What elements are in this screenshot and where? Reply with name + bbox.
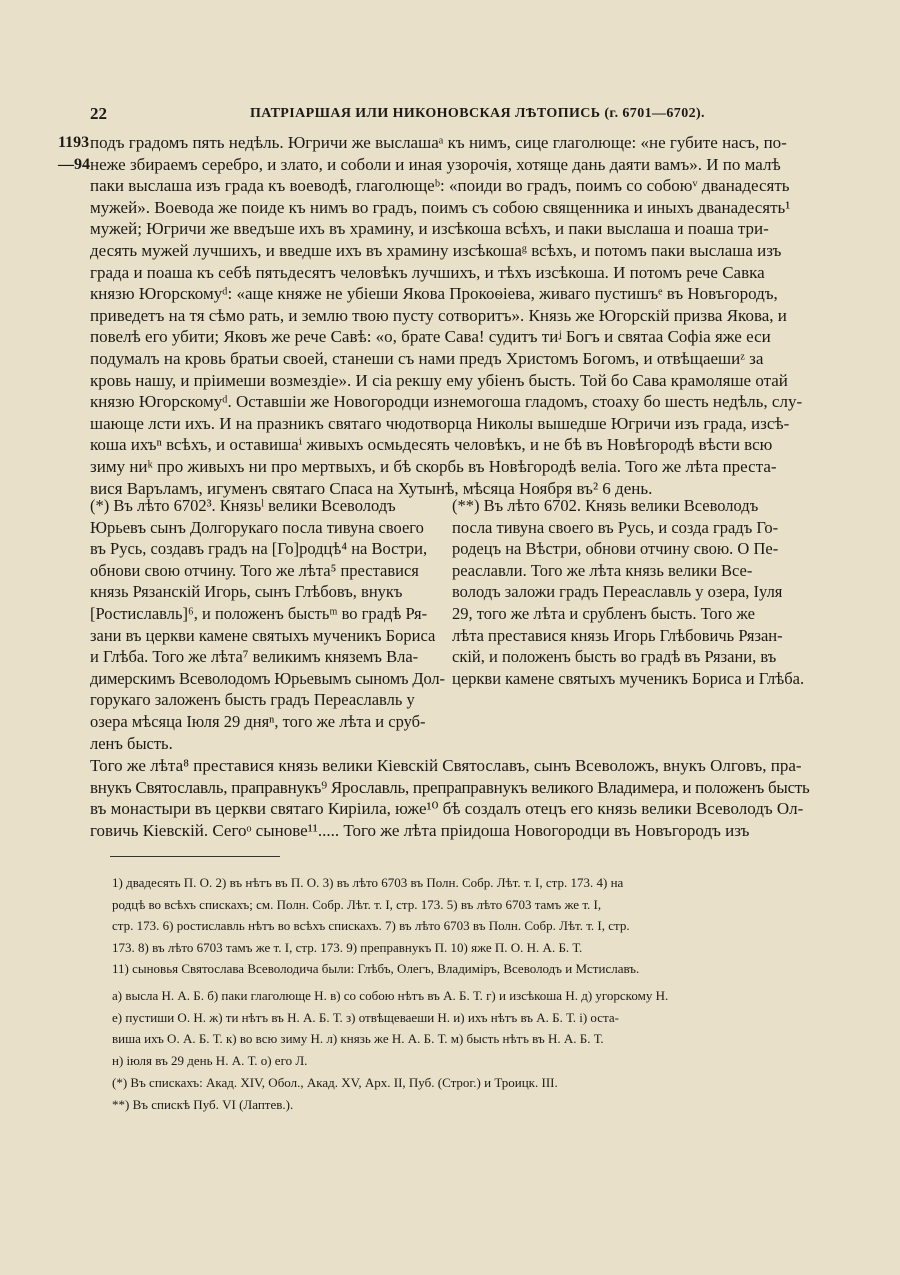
footnote-line: 1) двадесять П. О. 2) въ нѣтъ въ П. О. 3) въ лѣто 6703 въ Полн. Собр. Лѣт. т. I, стр. 173. 4) на xyxy=(112,875,624,890)
text-line: подъ градомъ пять недѣль. Югричи же выслашаᵃ къ нимъ, сице глаголюще: «не губите насъ, по- xyxy=(90,133,787,152)
text-line: Того же лѣта⁸ преставися князь велики Кіевскій Святославъ, сынъ Всеволожъ, внукъ Олговъ, пра- xyxy=(90,756,802,775)
footnote-line: а) высла Н. А. Б. б) паки глаголюще Н. в) со собою нѣтъ въ А. Б. Т. г) и изсѣкоша Н. д) угорскому Н. xyxy=(112,988,669,1003)
text-line: посла тивуна своего въ Русь, и созда градъ Го- xyxy=(452,517,779,537)
text-line: подумалъ на кровь братьи своей, станеши съ нами предъ Христомъ Богомъ, и отвѣщаешиᶻ за xyxy=(90,348,764,368)
page-header xyxy=(90,104,810,128)
text-line: 29, того же лѣта и срубленъ бысть. Того же xyxy=(452,603,755,623)
right-column xyxy=(452,495,810,689)
text-line: князь Рязанскій Игорь, сынъ Глѣбовъ, внукъ xyxy=(90,582,403,602)
footnote-line: родцѣ во всѣхъ спискахъ; см. Полн. Собр. Лѣт. т. I, стр. 173. 5) въ лѣто 6703 тамъ же т. I, xyxy=(112,896,602,912)
text-line: димерскимъ Всеволодомъ Юрьевымъ сыномъ Дол- xyxy=(90,668,445,688)
footnote-line: н) іюля въ 29 день Н. А. Т. о) его Л. xyxy=(112,1052,308,1068)
text-line: вися Варъламъ, игуменъ святаго Спаса на Хутынѣ, мѣсяца Ноября въ² 6 день. xyxy=(90,478,653,498)
text-line: володъ заложи градъ Переаславль у озера, Іуля xyxy=(452,582,783,602)
footnote-rule xyxy=(110,856,280,857)
running-head: ПАТРІАРШАЯ ИЛИ НИКОНОВСКАЯ ЛѢТОПИСЬ (г. 6701—6702). xyxy=(250,106,705,121)
text-line: церкви камене святыхъ мученикъ Бориса и Глѣба. xyxy=(452,668,805,688)
footnote-line: 173. 8) въ лѣто 6703 тамъ же т. I, стр. 173. 9) преправнукъ П. 10) яже П. О. Н. А. Б. Т. xyxy=(112,939,583,955)
text-line: повелѣ его убити; Яковъ же рече Савѣ: «о, брате Сава! судитъ тиᶨ Богъ и святаа Софіа яже еси xyxy=(90,327,771,347)
text-line: мужей; Югричи же введъше ихъ въ храмину, и изсѣкоша всѣхъ, и паки выслаша и поаша три- xyxy=(90,219,769,239)
footnote-line: виша ихъ О. А. Б. Т. к) во всю зиму Н. л) князь же Н. А. Б. Т. м) бысть нѣтъ въ Н. А. Б. Т. xyxy=(112,1031,604,1046)
text-line: князю Югорскомуᵈ. Оставшіи же Новогородци изнемогоша гладомъ, стоаху бо шесть недѣль, слу- xyxy=(90,392,803,412)
footnote-line: (*) Въ спискахъ: Акад. XIV, Обол., Акад. XV, Арх. II, Пуб. (Строг.) и Троицк. III. xyxy=(112,1075,558,1090)
text-line: Юрьевъ сынъ Долгорукаго посла тивуна своего xyxy=(90,517,424,537)
text-line: горукаго заложенъ бысть градъ Переаславль у xyxy=(90,690,415,710)
text-line: десять мужей лучшихъ, и введше ихъ въ храмину изсѣкошаᵍ всѣхъ, и потомъ паки выслаша изъ xyxy=(90,240,782,260)
margin-year: 1193 xyxy=(58,134,90,151)
footnotes-asterisk xyxy=(112,1072,812,1115)
text-line: града и поаша къ себѣ пятьдесятъ человѣкъ лучшихъ, и тѣхъ изсѣкоша. И потомъ рече Савка xyxy=(90,262,765,282)
text-line: въ монастыри въ церкви святаго Кирiила, юже¹⁰ бѣ создалъ отецъ его князь велики Всеволодъ Ол- xyxy=(90,799,804,819)
footnotes-lettered xyxy=(112,985,812,1071)
text-line: кровь нашу, и пріимеши возмездіе». И сіа рекшу ему убіенъ бысть. Той бо Сава крамоляше отай xyxy=(90,370,788,390)
main-text xyxy=(90,132,810,499)
footnote-line: стр. 173. 6) ростиславль нѣтъ во всѣхъ спискахъ. 7) въ лѣто 6703 въ Полн. Собр. Лѣт. т. I, стр. xyxy=(112,918,630,933)
footnote-line: **) Въ спискѣ Пуб. VI (Лаптев.). xyxy=(112,1096,294,1112)
footnotes-numbered xyxy=(112,872,812,980)
text-line: [Ростиславль]⁶, и положенъ быстьᵐ во градѣ Ря- xyxy=(90,603,428,623)
text-line: внукъ Святославль, праправнукъ⁹ Ярославль, препраправнукъ великого Владимера, и положенъ бысть xyxy=(90,777,810,797)
text-line: обнови свою отчину. Того же лѣта⁵ преставися xyxy=(90,560,419,580)
left-column xyxy=(90,495,445,754)
text-line: реаславли. Того же лѣта князь велики Все- xyxy=(452,560,753,580)
text-line: неже збираемъ серебро, и злато, и соболи и иная узорочія, хотяще дань даяти вамъ». И по малѣ xyxy=(90,154,781,174)
margin-year-range: —94 xyxy=(58,156,90,173)
text-line: приведетъ на тя сѣмо рать, и землю твою пусту сотворитъ». Князь же Югорскій призва Якова, и xyxy=(90,305,787,325)
text-line: шающе лсти ихъ. И на празникъ святаго чюдотворца Николы вышедше Югричи изъ града, изсѣ- xyxy=(90,413,790,433)
text-line: въ Русь, создавъ градъ на [Го]родцѣ⁴ на Востри, xyxy=(90,539,428,559)
text-line: родецъ на Вѣстри, обнови отчину свою. О Пе- xyxy=(452,539,779,559)
text-line: мужей». Воевода же поиде къ нимъ во градъ, поимъ съ собою священника и иныхъ дванадесять¹ xyxy=(90,197,791,217)
text-line: коша ихъⁿ всѣхъ, и оставишаⁱ живыхъ осмьдесять человѣкъ, и не бѣ въ Новѣгородѣ вѣсти всю xyxy=(90,435,773,455)
text-line: ленъ бысть. xyxy=(90,733,173,753)
text-line: и Глѣба. Того же лѣта⁷ великимъ княземъ Вла- xyxy=(90,647,419,667)
text-line: (**) Въ лѣто 6702. Князь велики Всеволодъ xyxy=(452,496,759,515)
text-line: озера мѣсяца Іюля 29 дняⁿ, того же лѣта и сруб- xyxy=(90,711,426,731)
page-number: 22 xyxy=(90,104,107,123)
footnote-line: 11) сыновья Святослава Всеволодича были: Глѣбъ, Олегъ, Владиміръ, Всеволодъ и Мстиславъ. xyxy=(112,961,640,976)
text-line: князю Югорскомуᵈ: «аще княже не убіеши Якова Прокоѳіева, живаго пустишъᵉ въ Новъгородъ, xyxy=(90,284,778,304)
continuation-text xyxy=(90,755,810,841)
text-line: (*) Въ лѣто 6702³. Князьˡ велики Всеволодъ xyxy=(90,496,396,515)
text-line: зани въ церкви камене святыхъ мученикъ Бориса xyxy=(90,625,436,645)
footnote-line: е) пустиши О. Н. ж) ти нѣтъ въ Н. А. Б. Т. з) отвѣщеваеши Н. и) ихъ нѣтъ въ А. Б. Т. і) оста- xyxy=(112,1009,619,1025)
text-line: лѣта преставися князь Игорь Глѣбовичь Рязан- xyxy=(452,625,783,645)
text-line: зиму ниᵏ про живыхъ ни про мертвыхъ, и бѣ скорбь въ Новѣгородѣ веліа. Того же лѣта преста- xyxy=(90,456,777,476)
text-line: паки выслаша изъ града къ воеводѣ, глаголющеᵇ: «поиди во градъ, поимъ со собоюᵛ дванадесять xyxy=(90,176,790,196)
text-line: скій, и положенъ бысть во градѣ въ Рязани, въ xyxy=(452,647,777,667)
text-line: говичь Кіевскій. Сегоᵒ сынове¹¹..... Того же лѣта пріидоша Новогородци въ Новъгородъ изъ xyxy=(90,820,750,840)
